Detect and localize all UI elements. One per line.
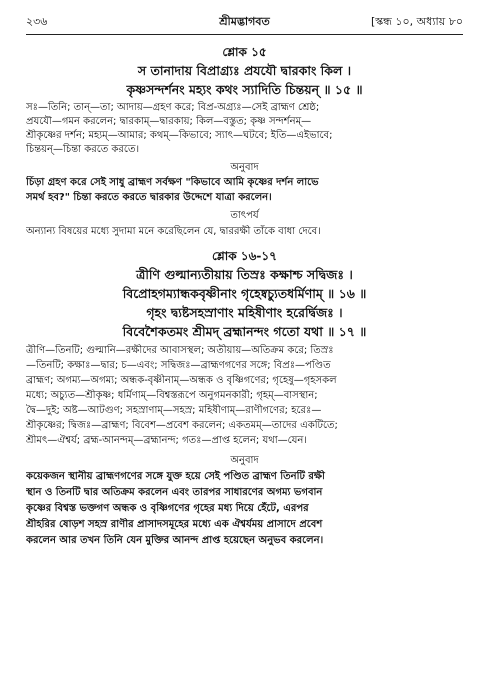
- verse-line: ত্রীণি গুল্মান্যতীয়ায় তিস্রঃ কক্ষাশ্চ সদ্বিজঃ ।: [136, 267, 353, 282]
- header-rule: [26, 34, 463, 35]
- synonym-line: চিন্তয়ন্—চিন্তা করতে করতে।: [26, 144, 140, 155]
- synonym-line: শ্রীমৎ—ঐশ্বর্য; ব্রহ্ম-আনন্দম্—ব্রহ্মানন্দ; গতঃ—প্রাপ্ত হলেন; যথা—যেন।: [26, 435, 307, 446]
- verse-line: বিপ্রোহগম্যান্ধকবৃষ্ণীনাং গৃহেষ্বচ্যুতধর্মিণাম্ ॥ ১৬ ॥: [122, 286, 367, 301]
- verse-line: গৃহং দ্ব্যষ্টসহস্রাণাং মহিষীণাং হরের্দ্বিজঃ ।: [146, 305, 343, 320]
- translation-line: কয়েকজন স্থানীয় ব্রাহ্মণগণের সঙ্গে যুক্ত হয়ে সেই পণ্ডিত ব্রাহ্মণ তিনটি রক্ষী: [26, 471, 325, 482]
- translation-line: করলেন আর তখন তিনি যেন মুক্তির আনন্দ প্রাপ্ত হয়েছেন অনুভব করলেন।: [26, 535, 324, 546]
- synonym-line: প্রযযৌ—গমন করলেন; দ্বারকাম্—দ্বারকায়; কিল—বস্তুত; কৃষ্ণ সন্দর্শনম্—: [26, 116, 312, 127]
- translation-line: সমর্থ হব?" চিন্তা করতে করতে দ্বারকার উদ্দেশে যাত্রা করলেন।: [26, 192, 272, 203]
- verse-line: স তানাদায় বিপ্রাগ্র্যঃ প্রযযৌ দ্বারকাং কিল ।: [137, 63, 352, 78]
- verse-line: কৃষ্ণসন্দর্শনং মহ্যং কথং স্যাদিতি চিন্তয়ন্ ॥ ১৫ ॥: [126, 82, 363, 97]
- synonym-line: দ্বৈ—দুই; অষ্ট—আটগুণ; সহস্রাণাম্—সহস্র; মহিষীণাম্—রাণীগণের; হরেঃ—: [26, 405, 322, 416]
- synonym-line: শ্রীকৃষ্ণের দর্শন; মহ্যম্—আমার; কথম্—কিভাবে; স্যাৎ—ঘটবে; ইতি—এইভাবে;: [26, 130, 333, 141]
- synonym-line: শ্রীকৃষ্ণের; দ্বিজঃ—ব্রাহ্মণ; বিবেশ—প্রবেশ করলেন; একতমম্—তাদের একটিতে;: [26, 420, 338, 431]
- chapter-reference: [স্কন্ধ ১০, অধ্যায় ৮০: [370, 15, 463, 28]
- synonym-line: সঃ—তিনি; তান্—তা; আদায়—গ্রহণ করে; বিপ্র-অগ্র্যঃ—সেই ব্রাহ্মণ শ্রেষ্ঠ;: [26, 102, 320, 113]
- page-header: [26, 14, 463, 32]
- running-title: শ্রীমদ্ভাগবত: [219, 15, 270, 28]
- translation-line: কৃষ্ণের বিশ্বস্ত ভক্তগণ অন্ধক ও বৃষ্ণিগণের গৃহের মধ্য দিয়ে হেঁটে, এরপর: [26, 503, 309, 514]
- translation-line: চিঁড়া গ্রহণ করে সেই সাধু ব্রাহ্মণ সর্বক্ষণ "কিভাবে আমি কৃষ্ণের দর্শন লাভে: [26, 177, 319, 188]
- synonym-line: —তিনটি; কক্ষাঃ—দ্বার; চ—এবং; সদ্বিজঃ—ব্রাহ্মণগণের সঙ্গে; বিপ্রঃ—পণ্ডিত: [26, 360, 331, 371]
- verse-line: বিবেশৈকতমং শ্রীমদ্ ব্রহ্মানন্দং গতো যথা ॥ ১৭ ॥: [122, 324, 367, 339]
- translation-label: অনুবাদ: [230, 455, 259, 466]
- purport-label: তাৎপর্য: [230, 210, 259, 221]
- verse-heading: শ্লোক ১৬-১৭: [212, 249, 277, 263]
- translation-line: স্থান ও তিনটি দ্বার অতিক্রম করলেন এবং তারপর সাধারণের অগম্য ভগবান: [26, 487, 323, 498]
- purport-line: অন্যান্য বিষয়ের মধ্যে সুদামা মনে করেছিলেন যে, দ্বাররক্ষী তাঁকে বাধা দেবে।: [26, 226, 321, 237]
- translation-label: অনুবাদ: [230, 162, 259, 173]
- page-number: ২৩৬: [26, 15, 48, 28]
- verse-heading: শ্লোক ১৫: [222, 45, 267, 59]
- synonym-line: মধ্যে; অচ্যুত—শ্রীকৃষ্ণ; ধর্মিণাম্—বিশ্বস্তরূপে অনুগমনকারী; গৃহম্—বাসস্থান;: [26, 390, 318, 401]
- translation-line: শ্রীহরির ষোড়শ সহস্র রাণীর প্রাসাদসমূহের মধ্যে এক ঐশ্বর্যময় প্রাসাদে প্রবেশ: [26, 519, 323, 530]
- synonym-line: ব্রাহ্মণ; অগম্য—অগম্য; অন্ধক-বৃষ্ণীনাম্—অন্ধক ও বৃষ্ণিগণের; গৃহেষু—গৃহসকল: [26, 375, 337, 386]
- synonym-line: ত্রীণি—তিনটি; গুল্মানি—রক্ষীদের আবাসস্থল; অতীয়ায়—অতিক্রম করে; তিস্রঃ: [26, 345, 334, 356]
